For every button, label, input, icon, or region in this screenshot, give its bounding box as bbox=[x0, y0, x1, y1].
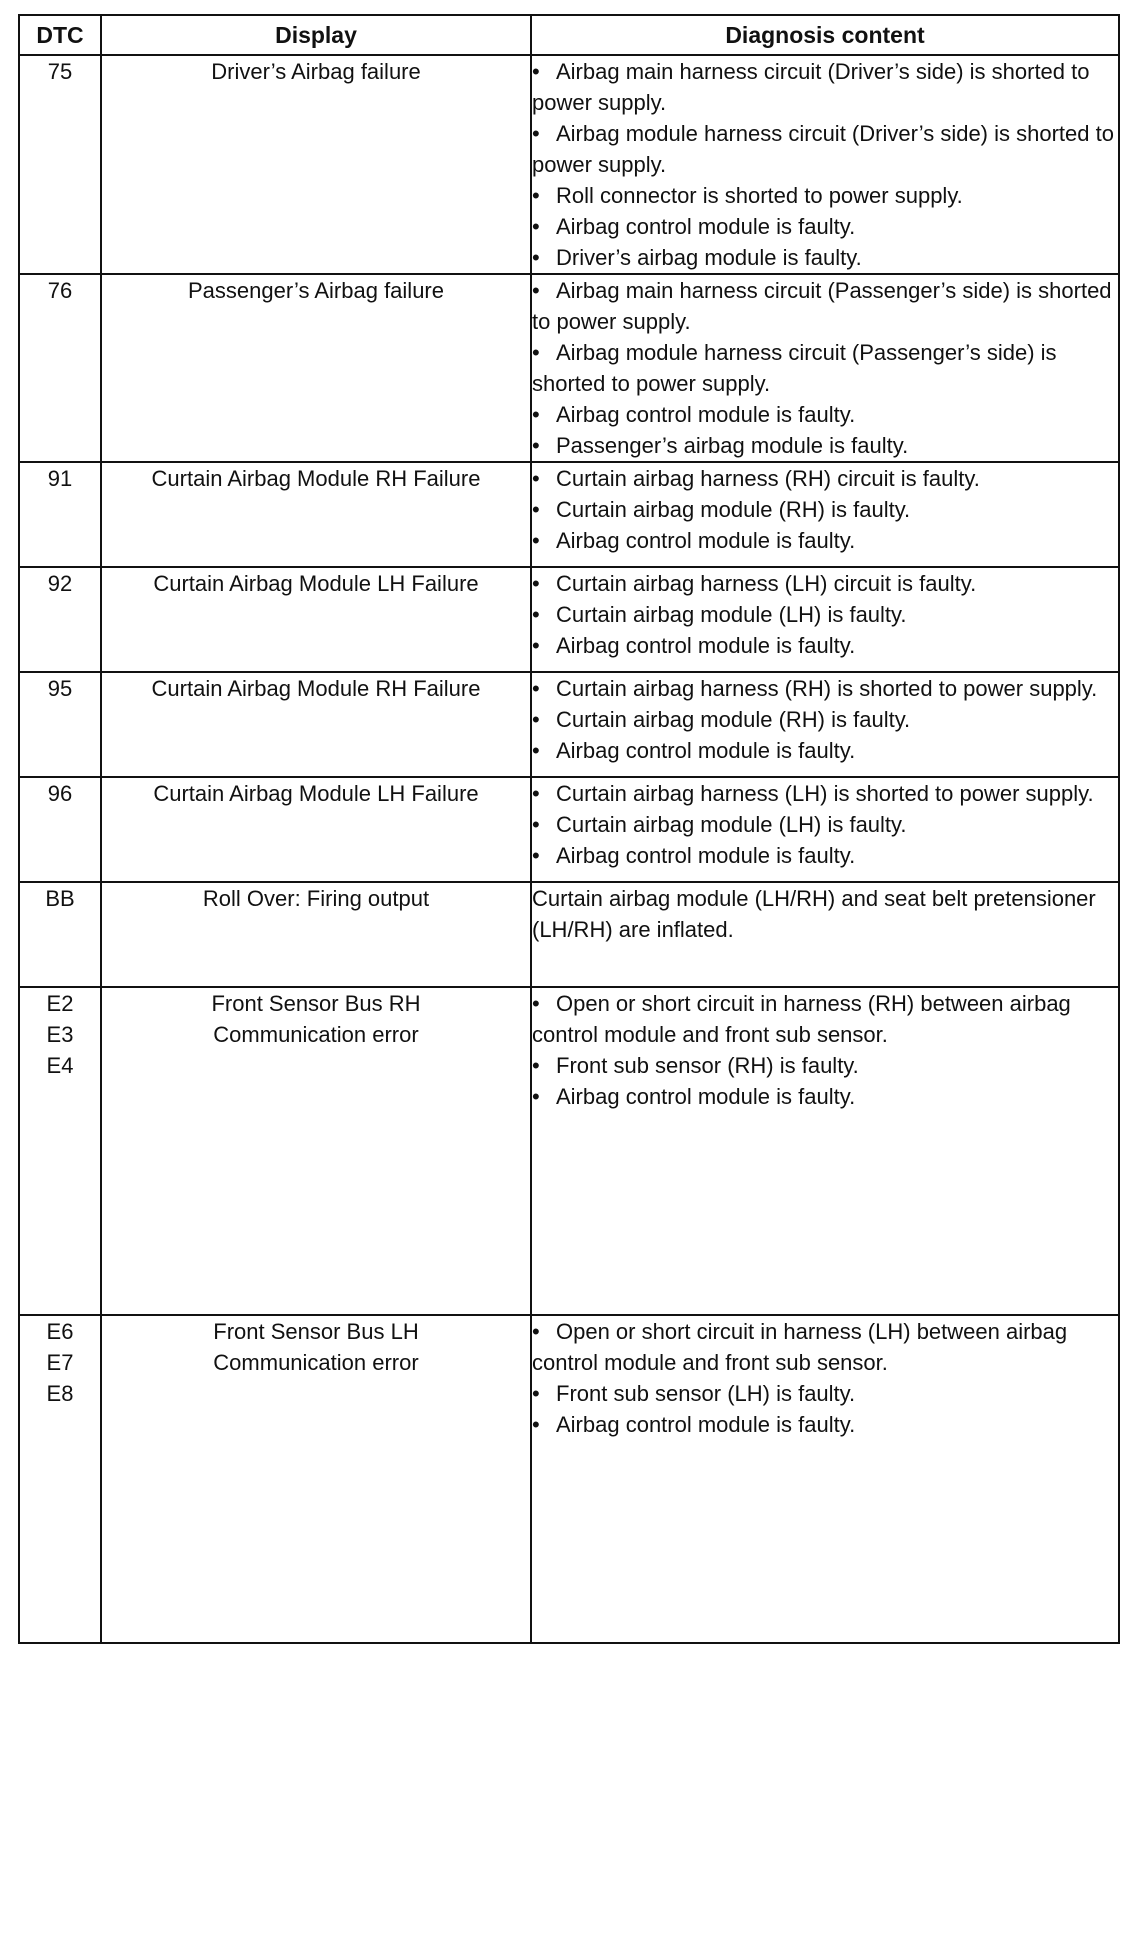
diagnosis-text: Airbag main harness circuit (Passenger’s side) is shorted to power supply. bbox=[532, 278, 1112, 334]
display-cell bbox=[101, 987, 531, 1315]
diagnosis-item bbox=[532, 809, 1118, 840]
dtc-code: E7 bbox=[46, 1350, 74, 1375]
bullet-icon: • bbox=[532, 497, 540, 522]
display-text: Front Sensor Bus LH bbox=[213, 1319, 419, 1344]
table-row bbox=[19, 55, 1119, 274]
bullet-icon: • bbox=[532, 571, 540, 596]
diagnosis-list bbox=[532, 673, 1118, 766]
dtc-code-cell bbox=[19, 882, 101, 987]
diagnosis-text: Roll connector is shorted to power supply. bbox=[556, 183, 963, 208]
diagnosis-cell bbox=[531, 882, 1119, 987]
diagnosis-item bbox=[532, 735, 1118, 766]
bullet-icon: • bbox=[532, 402, 540, 427]
diagnosis-item bbox=[532, 1378, 1118, 1409]
diagnosis-list bbox=[532, 1316, 1118, 1440]
display-text: Roll Over: Firing output bbox=[202, 886, 430, 911]
diagnosis-text: Airbag control module is faulty. bbox=[556, 402, 856, 427]
bullet-icon: • bbox=[532, 433, 540, 458]
diagnosis-text: Curtain airbag harness (RH) is shorted to power supply. bbox=[556, 676, 1098, 701]
table-body bbox=[19, 55, 1119, 1643]
diagnosis-text: Airbag control module is faulty. bbox=[556, 1084, 856, 1109]
dtc-code-cell bbox=[19, 462, 101, 567]
bullet-icon: • bbox=[532, 278, 540, 303]
diagnosis-list bbox=[532, 778, 1118, 871]
display-text: Curtain Airbag Module LH Failure bbox=[153, 781, 479, 806]
diagnosis-text: Curtain airbag harness (LH) circuit is faulty. bbox=[556, 571, 977, 596]
diagnosis-text: Curtain airbag module (LH) is faulty. bbox=[556, 812, 907, 837]
diagnosis-text: Airbag control module is faulty. bbox=[556, 843, 856, 868]
diagnosis-text: Front sub sensor (LH) is faulty. bbox=[556, 1381, 856, 1406]
diagnosis-text: Front sub sensor (RH) is faulty. bbox=[556, 1053, 859, 1078]
diagnosis-text: Curtain airbag module (RH) is faulty. bbox=[556, 707, 911, 732]
diagnosis-cell bbox=[531, 987, 1119, 1315]
diagnosis-text: Airbag control module is faulty. bbox=[556, 738, 856, 763]
diagnosis-item bbox=[532, 430, 1118, 461]
diagnosis-item bbox=[532, 630, 1118, 661]
diagnosis-text: Airbag control module is faulty. bbox=[556, 1412, 856, 1437]
bullet-icon: • bbox=[532, 528, 540, 553]
bullet-icon: • bbox=[532, 707, 540, 732]
diagnosis-text: Airbag module harness circuit (Passenger’s side) is shorted to power supply. bbox=[532, 340, 1057, 396]
header-dtc: DTC bbox=[19, 15, 101, 55]
diagnosis-item bbox=[532, 1050, 1118, 1081]
display-cell bbox=[101, 777, 531, 882]
dtc-code: 95 bbox=[47, 676, 73, 701]
diagnosis-cell bbox=[531, 777, 1119, 882]
dtc-code-cell bbox=[19, 55, 101, 274]
header-display: Display bbox=[101, 15, 531, 55]
diagnosis-text: Passenger’s airbag module is faulty. bbox=[556, 433, 909, 458]
display-cell bbox=[101, 672, 531, 777]
dtc-code-cell bbox=[19, 567, 101, 672]
dtc-code-cell bbox=[19, 672, 101, 777]
diagnosis-list bbox=[532, 463, 1118, 556]
bullet-icon: • bbox=[532, 214, 540, 239]
diagnosis-text: Airbag module harness circuit (Driver’s side) is shorted to power supply. bbox=[532, 121, 1114, 177]
diagnosis-item bbox=[532, 704, 1118, 735]
table-row bbox=[19, 777, 1119, 882]
dtc-code: E6 bbox=[46, 1319, 74, 1344]
display-text: Driver’s Airbag failure bbox=[211, 59, 421, 84]
diagnosis-cell bbox=[531, 462, 1119, 567]
diagnosis-text: Airbag main harness circuit (Driver’s side) is shorted to power supply. bbox=[532, 59, 1090, 115]
diagnosis-item bbox=[532, 988, 1118, 1050]
table-row bbox=[19, 274, 1119, 462]
diagnosis-list bbox=[532, 56, 1118, 273]
bullet-icon: • bbox=[532, 59, 540, 84]
display-text: Communication error bbox=[213, 1350, 419, 1375]
diagnosis-item bbox=[532, 399, 1118, 430]
bullet-icon: • bbox=[532, 843, 540, 868]
bullet-icon: • bbox=[532, 633, 540, 658]
dtc-code: BB bbox=[45, 886, 75, 911]
bullet-icon: • bbox=[532, 183, 540, 208]
bullet-icon: • bbox=[532, 1381, 540, 1406]
bullet-icon: • bbox=[532, 1084, 540, 1109]
dtc-code-cell bbox=[19, 274, 101, 462]
bullet-icon: • bbox=[532, 121, 540, 146]
diagnosis-text: Airbag control module is faulty. bbox=[556, 214, 856, 239]
dtc-code: 92 bbox=[47, 571, 73, 596]
display-text: Communication error bbox=[213, 1022, 419, 1047]
diagnosis-item bbox=[532, 525, 1118, 556]
diagnosis-text: Airbag control module is faulty. bbox=[556, 633, 856, 658]
diagnosis-list bbox=[532, 568, 1118, 661]
display-text: Curtain Airbag Module RH Failure bbox=[151, 676, 481, 701]
diagnosis-item bbox=[532, 463, 1118, 494]
display-cell bbox=[101, 55, 531, 274]
dtc-code: 96 bbox=[47, 781, 73, 806]
display-text: Curtain Airbag Module LH Failure bbox=[153, 571, 479, 596]
dtc-code-cell bbox=[19, 1315, 101, 1643]
dtc-code: E4 bbox=[46, 1053, 74, 1078]
table-row bbox=[19, 1315, 1119, 1643]
diagnosis-text: Curtain airbag module (LH) is faulty. bbox=[556, 602, 907, 627]
diagnosis-item bbox=[532, 1409, 1118, 1440]
bullet-icon: • bbox=[532, 1053, 540, 1078]
diagnosis-text: Curtain airbag harness (LH) is shorted to power supply. bbox=[556, 781, 1094, 806]
header-row bbox=[19, 15, 1119, 55]
dtc-table bbox=[18, 14, 1120, 1644]
bullet-icon: • bbox=[532, 676, 540, 701]
table-row bbox=[19, 672, 1119, 777]
dtc-code: 76 bbox=[47, 278, 73, 303]
display-text: Front Sensor Bus RH bbox=[211, 991, 421, 1016]
diagnosis-text: Open or short circuit in harness (RH) between airbag control module and front sub sensor. bbox=[532, 991, 1071, 1047]
diagnosis-cell bbox=[531, 567, 1119, 672]
bullet-icon: • bbox=[532, 602, 540, 627]
bullet-icon: • bbox=[532, 1319, 540, 1344]
diagnosis-item bbox=[532, 840, 1118, 871]
diagnosis-text: Driver’s airbag module is faulty. bbox=[556, 245, 862, 270]
diagnosis-item bbox=[532, 568, 1118, 599]
diagnosis-text: Curtain airbag module (RH) is faulty. bbox=[556, 497, 911, 522]
diagnosis-item bbox=[532, 599, 1118, 630]
display-text: Curtain Airbag Module RH Failure bbox=[151, 466, 481, 491]
bullet-icon: • bbox=[532, 466, 540, 491]
diagnosis-text: Airbag control module is faulty. bbox=[556, 528, 856, 553]
bullet-icon: • bbox=[532, 1412, 540, 1437]
dtc-code-cell bbox=[19, 987, 101, 1315]
diagnosis-item bbox=[532, 118, 1118, 180]
diagnosis-item bbox=[532, 1316, 1118, 1378]
table-row bbox=[19, 567, 1119, 672]
dtc-code: 91 bbox=[47, 466, 73, 491]
dtc-code-cell bbox=[19, 777, 101, 882]
table-row bbox=[19, 882, 1119, 987]
diagnosis-cell bbox=[531, 672, 1119, 777]
bullet-icon: • bbox=[532, 781, 540, 806]
table-row bbox=[19, 987, 1119, 1315]
diagnosis-item bbox=[532, 673, 1118, 704]
bullet-icon: • bbox=[532, 340, 540, 365]
header-diagnosis: Diagnosis content bbox=[531, 15, 1119, 55]
bullet-icon: • bbox=[532, 245, 540, 270]
diagnosis-item bbox=[532, 180, 1118, 211]
diagnosis-item bbox=[532, 494, 1118, 525]
bullet-icon: • bbox=[532, 812, 540, 837]
diagnosis-item bbox=[532, 56, 1118, 118]
display-text: Passenger’s Airbag failure bbox=[187, 278, 444, 303]
display-cell bbox=[101, 274, 531, 462]
diagnosis-cell bbox=[531, 55, 1119, 274]
display-cell bbox=[101, 1315, 531, 1643]
diagnosis-text: Open or short circuit in harness (LH) between airbag control module and front sub sensor. bbox=[532, 1319, 1068, 1375]
diagnosis-text: Curtain airbag harness (RH) circuit is faulty. bbox=[556, 466, 980, 491]
display-cell bbox=[101, 882, 531, 987]
diagnosis-cell bbox=[531, 1315, 1119, 1643]
diagnosis-item bbox=[532, 1081, 1118, 1112]
diagnosis-list bbox=[532, 275, 1118, 461]
diagnosis-item bbox=[532, 275, 1118, 337]
table-row bbox=[19, 462, 1119, 567]
dtc-code: 75 bbox=[47, 59, 73, 84]
diagnosis-item bbox=[532, 778, 1118, 809]
diagnosis-list bbox=[532, 988, 1118, 1112]
dtc-code: E2 bbox=[46, 991, 74, 1016]
diagnosis-cell bbox=[531, 274, 1119, 462]
display-cell bbox=[101, 462, 531, 567]
bullet-icon: • bbox=[532, 738, 540, 763]
diagnosis-item bbox=[532, 337, 1118, 399]
diagnosis-item bbox=[532, 211, 1118, 242]
diagnosis-text: Curtain airbag module (LH/RH) and seat belt pretensioner (LH/RH) are inflated. bbox=[532, 886, 1096, 942]
dtc-code: E3 bbox=[46, 1022, 74, 1047]
dtc-code: E8 bbox=[46, 1381, 74, 1406]
diagnosis-item bbox=[532, 242, 1118, 273]
display-cell bbox=[101, 567, 531, 672]
bullet-icon: • bbox=[532, 991, 540, 1016]
